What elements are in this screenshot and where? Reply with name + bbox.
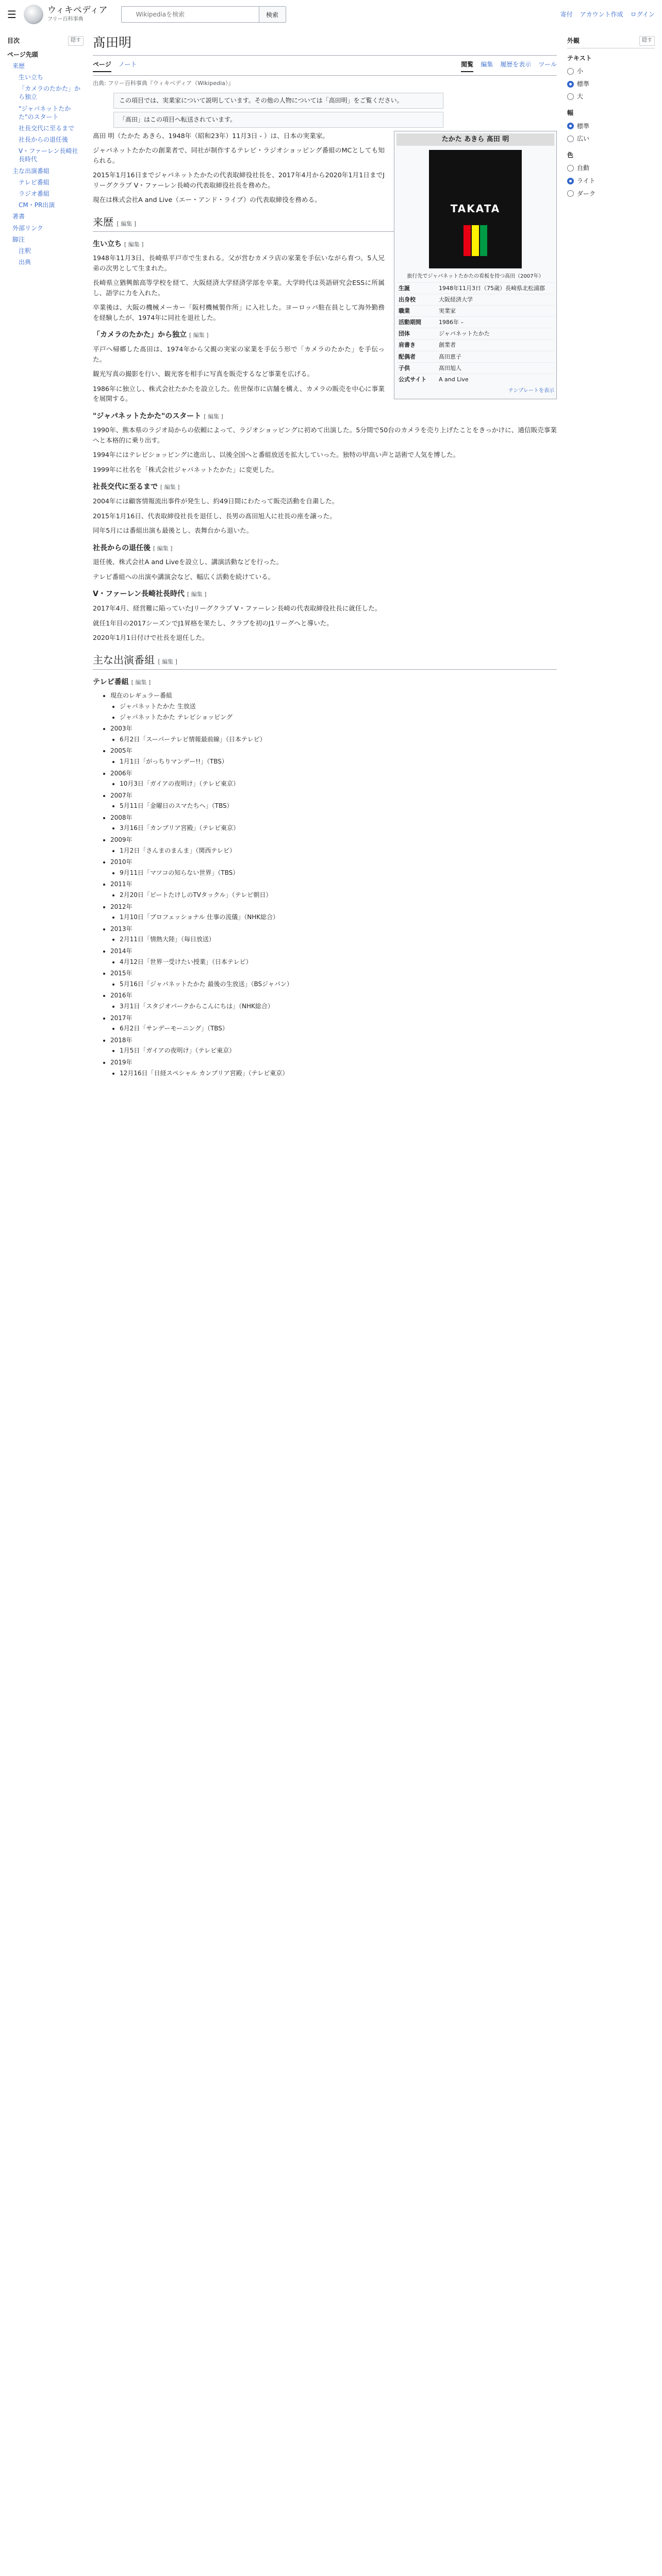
program-item[interactable]: • 3月16日「カンブリア宮殿」（テレビ東京） bbox=[120, 823, 557, 833]
infobox-key: 団体 bbox=[396, 328, 437, 340]
program-item[interactable]: • 9月11日「マツコの知らない世界」（TBS） bbox=[120, 868, 557, 878]
infobox-row bbox=[396, 340, 554, 351]
page-tabs bbox=[93, 56, 557, 76]
infobox-name: たかた あきら 髙田 明 bbox=[396, 133, 554, 146]
year-item: • 2013年 bbox=[110, 924, 557, 934]
edit-link[interactable]: [ 編集 ] bbox=[124, 241, 144, 248]
paragraph: 同年5月には番組出演も最後とし、表舞台から退いた。 bbox=[93, 527, 253, 535]
search-input[interactable] bbox=[122, 7, 259, 22]
edit-link[interactable]: [ 編集 ] bbox=[187, 591, 207, 598]
color-label: 色 bbox=[567, 151, 574, 159]
infobox-value: ジャパネットたかた bbox=[437, 328, 554, 340]
year-item: • 2010年 bbox=[110, 857, 557, 867]
toc-item[interactable]: 生い立ち bbox=[19, 73, 44, 81]
paragraph: 1999年に社名を「株式会社ジャパネットたかた」に変更した。 bbox=[93, 465, 278, 473]
year-item: • 2018年 bbox=[110, 1036, 557, 1045]
infobox-value: 大阪経済大学 bbox=[437, 294, 554, 306]
paragraph: 2017年4月、経営難に陥っていたJリーグクラブ V・ファーレン長崎の代表取締役社長に就任した。 bbox=[93, 604, 382, 613]
wikipedia-logo[interactable] bbox=[24, 5, 108, 24]
color-auto[interactable]: 自動 bbox=[567, 162, 655, 175]
subsection-heading: 「カメラのたかた」から独立 [ 編集 ] bbox=[93, 331, 209, 340]
edit-link[interactable]: [ 編集 ] bbox=[204, 413, 223, 420]
tab-edit[interactable]: 編集 bbox=[481, 60, 493, 68]
infobox-key: 配偶者 bbox=[396, 351, 437, 362]
text-size-large[interactable]: 大 bbox=[567, 90, 655, 103]
user-links bbox=[560, 10, 655, 20]
appearance-heading: 外観 隠す bbox=[567, 36, 655, 48]
image-color-bars bbox=[464, 225, 487, 256]
width-label: 幅 bbox=[567, 109, 574, 116]
paragraph: 卒業後は、大阪の機械メーカー「阪村機械製作所」に入社した。ヨーロッパ駐在員として海外勤務を経験したが、1974年に同社を退社した。 bbox=[93, 303, 385, 321]
create-account-link[interactable]: アカウント作成 bbox=[580, 10, 623, 18]
article bbox=[93, 31, 557, 1082]
search-button[interactable]: 検索 bbox=[259, 7, 286, 22]
program-item[interactable]: • 2月20日「ビートたけしのTVタックル」（テレビ朝日） bbox=[120, 890, 557, 900]
subsection-heading: "ジャパネットたかた"のスタート [ 編集 ] bbox=[93, 412, 223, 420]
infobox-key: 活動期間 bbox=[396, 317, 437, 328]
program-item[interactable]: • 1月2日「さんまのまんま」（関西テレビ） bbox=[120, 846, 557, 856]
toc-item[interactable]: 著書 bbox=[12, 213, 25, 221]
year-item: • 2011年 bbox=[110, 879, 557, 889]
search-box bbox=[121, 6, 286, 23]
tab-talk[interactable]: ノート bbox=[118, 60, 137, 68]
infobox-key: 生誕 bbox=[396, 283, 437, 294]
tv-program-list bbox=[102, 691, 557, 1078]
year-item: • 2006年 bbox=[110, 769, 557, 778]
paragraph: 観光写真の撮影を行い、観光客を相手に写真を販売するなど事業を広げる。 bbox=[93, 370, 314, 378]
image-logo-text: TAKATA bbox=[450, 202, 501, 215]
section-heading: 来歴 [ 編集 ] bbox=[93, 214, 557, 232]
paragraph: 長崎県立猶興館高等学校を経て、大阪経済大学経済学部を卒業。大学時代は英語研究会ESSに所属し、語学に力を入れた。 bbox=[93, 279, 385, 297]
tab-page[interactable]: ページ bbox=[93, 60, 111, 73]
program-item[interactable]: • 6月2日「サンデーモーニング」（TBS） bbox=[120, 1024, 557, 1033]
text-size-standard[interactable]: 標準 bbox=[567, 78, 655, 91]
paragraph: 2004年には顧客情報流出事件が発生し、約49日間にわたって販売活動を自粛した。 bbox=[93, 497, 339, 505]
paragraph: 1994年にはテレビショッピングに進出し、以後全国へと番組放送を拡大していった。独特の甲高い声と話術で人気を博した。 bbox=[93, 451, 460, 459]
table-of-contents bbox=[7, 36, 84, 268]
paragraph: 退任後、株式会社A and Liveを設立し、講演活動などを行った。 bbox=[93, 558, 283, 566]
toc-item[interactable]: 外部リンク bbox=[12, 224, 43, 232]
program-item[interactable]: • ジャパネットたかた テレビショッピング bbox=[120, 713, 557, 722]
infobox-row bbox=[396, 317, 554, 328]
year-item: • 2008年 bbox=[110, 813, 557, 823]
infobox-value: 実業家 bbox=[437, 306, 554, 317]
infobox-row bbox=[396, 306, 554, 317]
toc-item[interactable]: 主な出演番組 bbox=[12, 167, 50, 175]
logo-subtitle: フリー百科事典 bbox=[47, 16, 84, 22]
program-item[interactable]: • 6月2日「スーパーテレビ情報最前線」（日本テレビ） bbox=[120, 735, 557, 744]
paragraph: 1948年11月3日、長崎県平戸市で生まれる。父が営むカメラ店の家業を手伝いながら育つ。5人兄弟の次男として生まれた。 bbox=[93, 254, 385, 272]
year-item: • 2016年 bbox=[110, 991, 557, 1001]
appearance-panel bbox=[567, 36, 655, 200]
globe-logo-icon bbox=[24, 5, 43, 24]
program-item[interactable]: • 5月16日「ジャパネットたかた 最後の生放送」（BSジャパン） bbox=[120, 979, 557, 989]
toc-item[interactable]: テレビ番組 bbox=[19, 178, 49, 186]
width-wide[interactable]: 広い bbox=[567, 132, 655, 145]
donate-link[interactable]: 寄付 bbox=[560, 10, 573, 18]
hatnote: この項目では、実業家について説明しています。その他の人物については「高田明」をご覧ください。 bbox=[113, 93, 443, 109]
year-item: • 2007年 bbox=[110, 791, 557, 801]
edit-link[interactable]: [ 編集 ] bbox=[131, 679, 151, 686]
infobox-key: 職業 bbox=[396, 306, 437, 317]
text-size-label: テキスト bbox=[567, 54, 592, 62]
tab-tools[interactable]: ツール bbox=[538, 60, 557, 68]
toc-item[interactable]: "ジャパネットたかた"のスタート bbox=[19, 105, 71, 121]
infobox-value: 髙田恵子 bbox=[437, 351, 554, 362]
program-item[interactable]: • ジャパネットたかた 生放送 bbox=[120, 702, 557, 711]
infobox-row bbox=[396, 328, 554, 340]
color-dark[interactable]: ダーク bbox=[567, 188, 655, 200]
program-item[interactable]: • 10月3日「ガイアの夜明け」（テレビ東京） bbox=[120, 779, 557, 789]
infobox-value: 創業者 bbox=[437, 340, 554, 351]
page-title: 髙田明 bbox=[93, 31, 557, 56]
infobox-table bbox=[396, 282, 554, 384]
program-item[interactable]: • 1月10日「プロフェッショナル 仕事の流儀」（NHK総合） bbox=[120, 912, 557, 922]
infobox-row bbox=[396, 283, 554, 294]
toc-hide-button[interactable]: 隠す bbox=[68, 36, 84, 46]
lead-paragraph: 現在は株式会社A and Live（エー・アンド・ライブ）の代表取締役を務める。 bbox=[93, 196, 321, 204]
toc-item[interactable]: ページ先頭 bbox=[7, 50, 38, 58]
source-note: 出典: フリー百科事典『ウィキペディア（Wikipedia）』 bbox=[93, 80, 234, 87]
edit-link[interactable]: [ 編集 ] bbox=[117, 220, 136, 227]
infobox-caption: 旅行先でジャパネットたかたの看板を持つ髙田（2007年） bbox=[407, 273, 544, 279]
toc-item[interactable]: 社長交代に至るまで bbox=[19, 124, 75, 132]
paragraph: 2015年1月16日、代表取締役社長を退任し、長男の髙田旭人に社長の座を譲った。 bbox=[93, 512, 336, 520]
year-item: • 2005年 bbox=[110, 746, 557, 756]
redirect-hatnote: 「髙田」はこの項目へ転送されています。 bbox=[113, 112, 443, 128]
year-item: • 現在のレギュラー番組 bbox=[110, 691, 557, 701]
infobox-key: 肩書き bbox=[396, 340, 437, 351]
toc-item[interactable]: V・ファーレン長崎社長時代 bbox=[19, 147, 78, 163]
subsection-heading: 生い立ち [ 編集 ] bbox=[93, 240, 144, 248]
year-item: • 2003年 bbox=[110, 724, 557, 734]
infobox-value: A and Live bbox=[437, 374, 554, 385]
paragraph: 平戸へ帰郷した髙田は、1974年から父親の実家の家業を手伝う形で「カメラのたかた」を手伝った。 bbox=[93, 345, 385, 363]
paragraph: 就任1年目の2017シーズンでJ1昇格を果たし、クラブを初のJ1リーグへと導いた。 bbox=[93, 619, 333, 627]
paragraph: テレビ番組への出演や講演会など、幅広く活動を続けている。 bbox=[93, 572, 275, 581]
edit-link[interactable]: [ 編集 ] bbox=[189, 332, 209, 339]
program-item[interactable]: • 3月1日「スタジオパークからこんにちは」（NHK総合） bbox=[120, 1002, 557, 1011]
subsection-heading: 社長交代に至るまで [ 編集 ] bbox=[93, 483, 180, 492]
width-standard[interactable]: 標準 bbox=[567, 120, 655, 133]
subsection-heading: V・ファーレン長崎社長時代 [ 編集 ] bbox=[93, 590, 207, 599]
toc-item[interactable]: 社長からの退任後 bbox=[19, 136, 69, 144]
toc-item[interactable]: CM・PR出演 bbox=[19, 201, 55, 209]
program-item[interactable]: • 4月12日「世界一受けたい授業」（日本テレビ） bbox=[120, 957, 557, 967]
toc-item[interactable]: 出典 bbox=[19, 259, 31, 266]
paragraph: 1986年に独立し、株式会社たかたを設立した。佐世保市に店舗を構え、カメラの販売を中心に事業を展開する。 bbox=[93, 384, 385, 403]
infobox-value: 髙田旭人 bbox=[437, 362, 554, 374]
login-link[interactable]: ログイン bbox=[630, 10, 655, 18]
program-item[interactable]: • 1月5日「ガイアの夜明け」（テレビ東京） bbox=[120, 1046, 557, 1056]
section-heading: 主な出演番組 [ 編集 ] bbox=[93, 652, 557, 670]
paragraph: 1990年、熊本県のラジオ局からの依頼によって、ラジオショッピングに初めて出演した。5分間で50台のカメラを売り上げたことをきっかけに、通信販売事業へと本格的に乗り出す。 bbox=[93, 426, 557, 444]
toc-item[interactable]: 「カメラのたかた」から独立 bbox=[19, 85, 81, 101]
template-link[interactable]: テンプレートを表示 bbox=[508, 387, 554, 394]
infobox-row bbox=[396, 374, 554, 385]
edit-link[interactable]: [ 編集 ] bbox=[158, 658, 177, 665]
lead-paragraph: ジャパネットたかたの創業者で、同社が制作するテレビ・ラジオショッピング番組のMCとしても知られる。 bbox=[93, 146, 385, 164]
infobox-image bbox=[429, 150, 522, 268]
color-light[interactable]: ライト bbox=[567, 175, 655, 188]
infobox-row bbox=[396, 362, 554, 374]
tab-history[interactable]: 履歴を表示 bbox=[500, 60, 532, 68]
infobox-value: 1986年 – bbox=[437, 317, 554, 328]
paragraph: 2020年1月1日付けで社長を退任した。 bbox=[93, 634, 209, 642]
article-body bbox=[93, 131, 557, 1078]
logo-title: ウィキペディア bbox=[47, 5, 108, 15]
program-item[interactable]: • 5月11日「金曜日のスマたちへ」（TBS） bbox=[120, 801, 557, 811]
infobox-row bbox=[396, 294, 554, 306]
menu-icon[interactable]: ☰ bbox=[7, 8, 16, 21]
program-item[interactable]: • 12月16日「日経スペシャル カンブリア宮殿」（テレビ東京） bbox=[120, 1069, 557, 1078]
lead-paragraph: 2015年1月16日までジャパネットたかたの代表取締役社長を、2017年4月から2020年1月1日までJリーグクラブ V・ファーレン長崎の代表取締役社長を務めた。 bbox=[93, 171, 385, 189]
infobox-key: 子供 bbox=[396, 362, 437, 374]
year-item: • 2014年 bbox=[110, 946, 557, 956]
toc-item[interactable]: 来歴 bbox=[12, 62, 25, 70]
year-item: • 2017年 bbox=[110, 1013, 557, 1023]
edit-link[interactable]: [ 編集 ] bbox=[160, 484, 180, 491]
program-item[interactable]: • 2月11日「情熱大陸」（毎日放送） bbox=[120, 935, 557, 944]
year-item: • 2012年 bbox=[110, 902, 557, 912]
text-size-small[interactable]: 小 bbox=[567, 65, 655, 78]
year-item: • 2009年 bbox=[110, 835, 557, 845]
toc-item[interactable]: 注釈 bbox=[19, 247, 31, 255]
toc-item[interactable]: 脚注 bbox=[12, 235, 25, 243]
infobox-key: 出身校 bbox=[396, 294, 437, 306]
tab-read[interactable]: 閲覧 bbox=[461, 60, 473, 73]
lead-paragraph: 髙田 明（たかた あきら、1948年（昭和23年）11月3日 - ）は、日本の実業家。 bbox=[93, 131, 329, 140]
infobox-value: 1948年11月3日（75歳）長崎県北松浦郡 bbox=[437, 283, 554, 294]
year-item: • 2015年 bbox=[110, 969, 557, 978]
toc-item[interactable]: ラジオ番組 bbox=[19, 190, 50, 198]
infobox-key: 公式サイト bbox=[396, 374, 437, 385]
top-header bbox=[0, 0, 662, 29]
year-item: • 2019年 bbox=[110, 1058, 557, 1067]
edit-link[interactable]: [ 編集 ] bbox=[153, 545, 173, 552]
appearance-hide-button[interactable]: 隠す bbox=[639, 36, 655, 46]
infobox-row bbox=[396, 351, 554, 362]
toc-heading: 目次 隠す bbox=[7, 36, 84, 46]
infobox bbox=[394, 131, 557, 400]
program-item[interactable]: • 1月1日「がっちりマンデー!!」（TBS） bbox=[120, 757, 557, 767]
subsection-heading: テレビ番組 [ 編集 ] bbox=[93, 677, 151, 686]
subsection-heading: 社長からの退任後 [ 編集 ] bbox=[93, 544, 173, 552]
